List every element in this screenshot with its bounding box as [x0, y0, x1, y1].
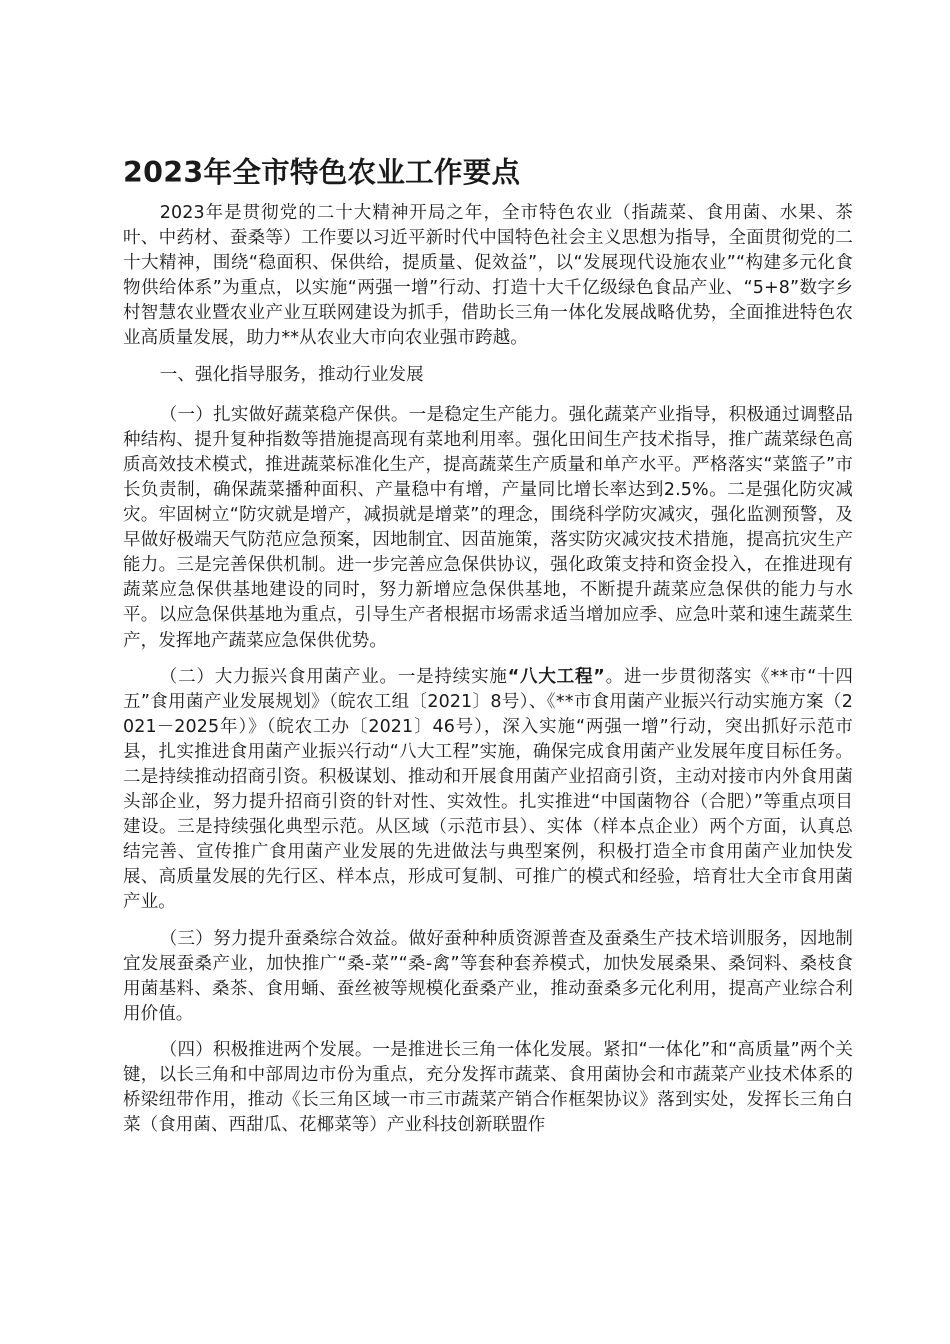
- paragraph-mushrooms-lead: （二）大力振兴食用菌产业。一是持续实施: [159, 666, 508, 687]
- section-heading: 一、强化指导服务，推动行业发展: [159, 364, 424, 385]
- paragraph-two-developments: （四）积极推进两个发展。一是推进长三角一体化发展。紧扣“一体化”和“高质量”两个关键，以长三角和中部周边市份为重点，充分发挥市蔬菜、食用菌协会和市蔬菜产业技术体系的桥梁纽带作用，推动《长三角区域一市三市蔬菜产销合作框架协议》落到实处，发挥长三角白菜（食用菌、西甜瓜、花椰菜等）产业科技创新联盟作: [123, 1039, 853, 1136]
- intro-paragraph: 2023年是贯彻党的二十大精神开局之年，全市特色农业（指蔬菜、食用菌、水果、茶叶、中药材、蚕桑等）工作要以习近平新时代中国特色社会主义思想为指导，全面贯彻党的二十大精神，围绕“稳面积、保供给，提质量、促效益”，以“发展现代设施农业”“构建多元化食物供给体系”为重点，以实施“两强一增”行动、打造十大千亿级绿色食品产业、“5+8”数字乡村智慧农业暨农业产业互联网建设为抓手，借助长三角一体化发展战略优势，全面推进特色农业高质量发展，助力**从农业大市向农业强市跨越。: [123, 203, 853, 349]
- paragraph-vegetables: （一）扎实做好蔬菜稳产保供。一是稳定生产能力。强化蔬菜产业指导，积极通过调整品种结构、提升复种指数等措施提高现有菜地利用率。强化田间生产技术指导，推广蔬菜绿色高质高效技术模式，推进蔬菜标准化生产，提高蔬菜生产质量和单产水平。严格落实“菜篮子”市长负责制，确保蔬菜播种面积、产量稳中有增，产量同比增长率达到2.5%。二是强化防灾减灾。牢固树立“防灾就是增产，减损就是增菜”的理念，围绕科学防灾减灾，强化监测预警，及早做好极端天气防范应急预案，因地制宜、因苗施策，落实防灾减灾技术措施，提高抗灾生产能力。三是完善保供机制。进一步完善应急保供协议，强化政策支持和资金投入，在推进现有蔬菜应急保供基地建设的同时，努力新增应急保供基地，不断提升蔬菜应急保供的能力与水平。以应急保供基地为重点，引导生产者根据市场需求适当增加应季、应急叶菜和速生蔬菜生产，发挥地产蔬菜应急保供优势。: [123, 404, 853, 651]
- document-page: [123, 150, 853, 1149]
- paragraph-mushrooms-emphasis: “八大工程”: [507, 666, 605, 687]
- paragraph-sericulture: （三）努力提升蚕桑综合效益。做好蚕种种质资源普查及蚕桑生产技术培训服务，因地制宜发展蚕桑产业，加快推广“桑-菜”“桑-禽”等套种套养模式，加快发展桑果、桑饲料、桑枝食用菌基料、桑茶、食用蛹、蚕丝被等规模化蚕桑产业，推动蚕桑多元化利用，提高产业综合利用价值。: [123, 928, 853, 1024]
- paragraph-mushrooms-body: 。进一步贯彻落实《**市“十四五”食用菌产业发展规划》（皖农工组〔2021〕8号）、《**市食用菌产业振兴行动实施方案（2021－2025年）》（皖农工办〔2021〕46号），深入实施“两强一增”行动，突出抓好示范市县，扎实推进食用菌产业振兴行动“八大工程”实施，确保完成食用菌产业发展年度目标任务。二是持续推动招商引资。积极谋划、推动和开展食用菌产业招商引资，主动对接市内外食用菌头部企业，努力提升招商引资的针对性、实效性。扎实推进“中国菌物谷（合肥）”等重点项目建设。三是持续强化典型示范。从区域（示范市县）、实体（样本点企业）两个方面，认真总结完善、宣传推广食用菌产业发展的先进做法与典型案例，积极打造全市食用菌产业加快发展、高质量发展的先行区、样本点，形成可复制、可推广的模式和经验，培育壮大全市食用菌产业。: [123, 666, 853, 913]
- paragraph-mushrooms: [123, 665, 853, 916]
- document-title: 2023年全市特色农业工作要点: [123, 156, 521, 189]
